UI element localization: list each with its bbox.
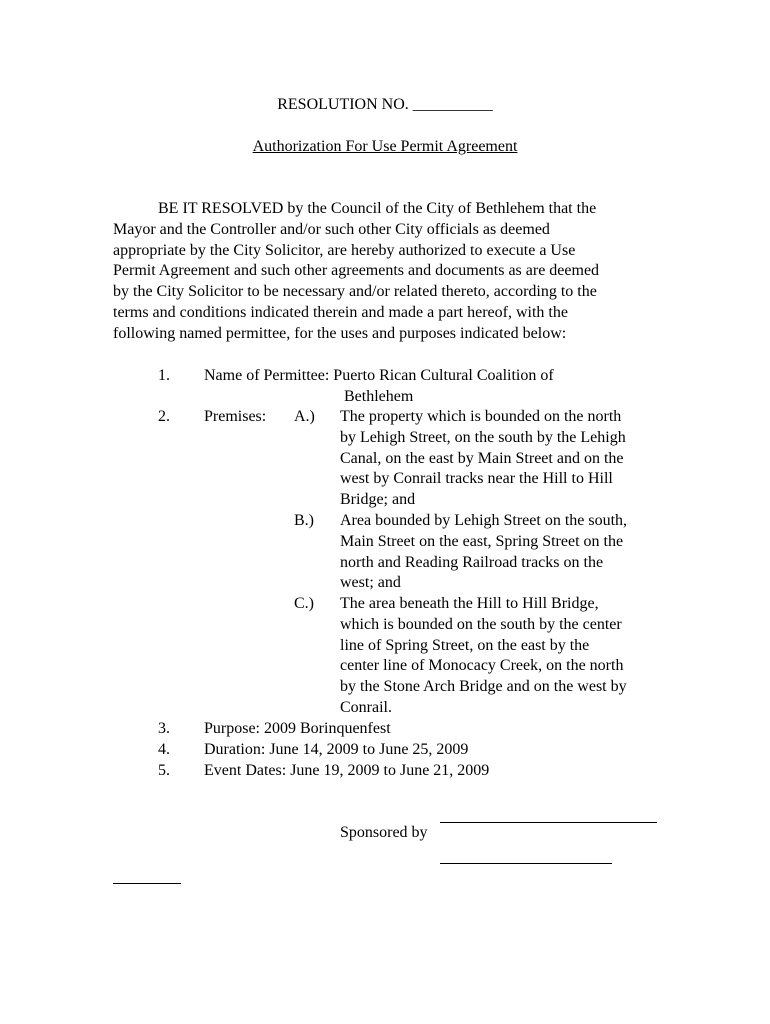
item-number: 1. — [158, 367, 170, 384]
item-text: Event Dates: June 19, 2009 to June 21, 2009 — [204, 762, 490, 779]
subitem-line: The area beneath the Hill to Hill Bridge, — [340, 595, 599, 612]
subitem-letter-c: C.) — [294, 595, 314, 612]
short-signature-line — [113, 883, 181, 884]
item-number: 4. — [158, 741, 170, 758]
subitem-line: Main Street on the east, Spring Street on the — [340, 532, 624, 550]
item-text: Duration: June 14, 2009 to June 25, 2009 — [204, 741, 469, 758]
subitem-line: Area bounded by Lehigh Street on the south, — [340, 512, 628, 529]
subitem-line: line of Spring Street, on the east by the — [340, 636, 590, 654]
subitem-line: west; and — [340, 574, 401, 592]
resolution-subtitle — [0, 137, 770, 158]
subitem-line: center line of Monocacy Creek, on the north — [340, 657, 624, 675]
subitem-letter-b: B.) — [294, 512, 314, 529]
paragraph-line: BE IT RESOLVED by the Council of the City of Bethlehem that the — [158, 200, 597, 217]
paragraph-line: terms and conditions indicated therein and made a part hereof, with the — [113, 303, 568, 321]
subitem-letter-a: A.) — [294, 408, 315, 425]
resolution-title: RESOLUTION NO. __________ — [277, 96, 493, 113]
subitem-line: Conrail. — [340, 698, 392, 716]
subitem-c-text — [340, 594, 627, 719]
subtitle-text: Authorization For Use Permit Agreement — [252, 138, 518, 155]
subitem-line: Bridge; and — [340, 491, 416, 509]
item-text: Purpose: 2009 Borinquenfest — [204, 720, 391, 737]
item-label: Premises: — [204, 408, 267, 425]
paragraph-line: Mayor and the Controller and/or such other City officials as deemed — [113, 220, 550, 238]
paragraph-line: Permit Agreement and such other agreements and documents as are deemed — [113, 262, 600, 280]
subitem-line: north and Reading Railroad tracks on the — [340, 553, 604, 571]
subitem-a-text — [340, 407, 626, 511]
body-paragraph — [113, 199, 673, 345]
subitem-b-text — [340, 511, 627, 594]
subitem-line: west by Conrail tracks near the Hill to Hill — [340, 470, 613, 488]
item-number: 2. — [158, 408, 170, 425]
paragraph-line: following named permittee, for the uses and purposes indicated below: — [113, 324, 567, 342]
item-number: 5. — [158, 762, 170, 779]
paragraph-line: by the City Solicitor to be necessary and/or related thereto, according to the — [113, 283, 597, 301]
paragraph-line: appropriate by the City Solicitor, are hereby authorized to execute a Use — [113, 241, 576, 259]
item-text: Name of Permittee: Puerto Rican Cultural Coalition of — [204, 367, 554, 384]
subitem-line: The property which is bounded on the north — [340, 408, 622, 425]
item-continuation: Bethlehem — [344, 388, 414, 405]
item-number: 3. — [158, 720, 170, 737]
sponsor-signature-line — [440, 822, 657, 823]
subitem-line: by Lehigh Street, on the south by the Lehigh — [340, 428, 626, 446]
subitem-line: which is bounded on the south by the center — [340, 615, 622, 633]
subitem-line: Canal, on the east by Main Street and on the — [340, 449, 624, 467]
subitem-line: by the Stone Arch Bridge and on the west by — [340, 678, 627, 696]
sponsored-by-label: Sponsored by — [340, 824, 428, 841]
second-signature-line — [440, 863, 612, 864]
